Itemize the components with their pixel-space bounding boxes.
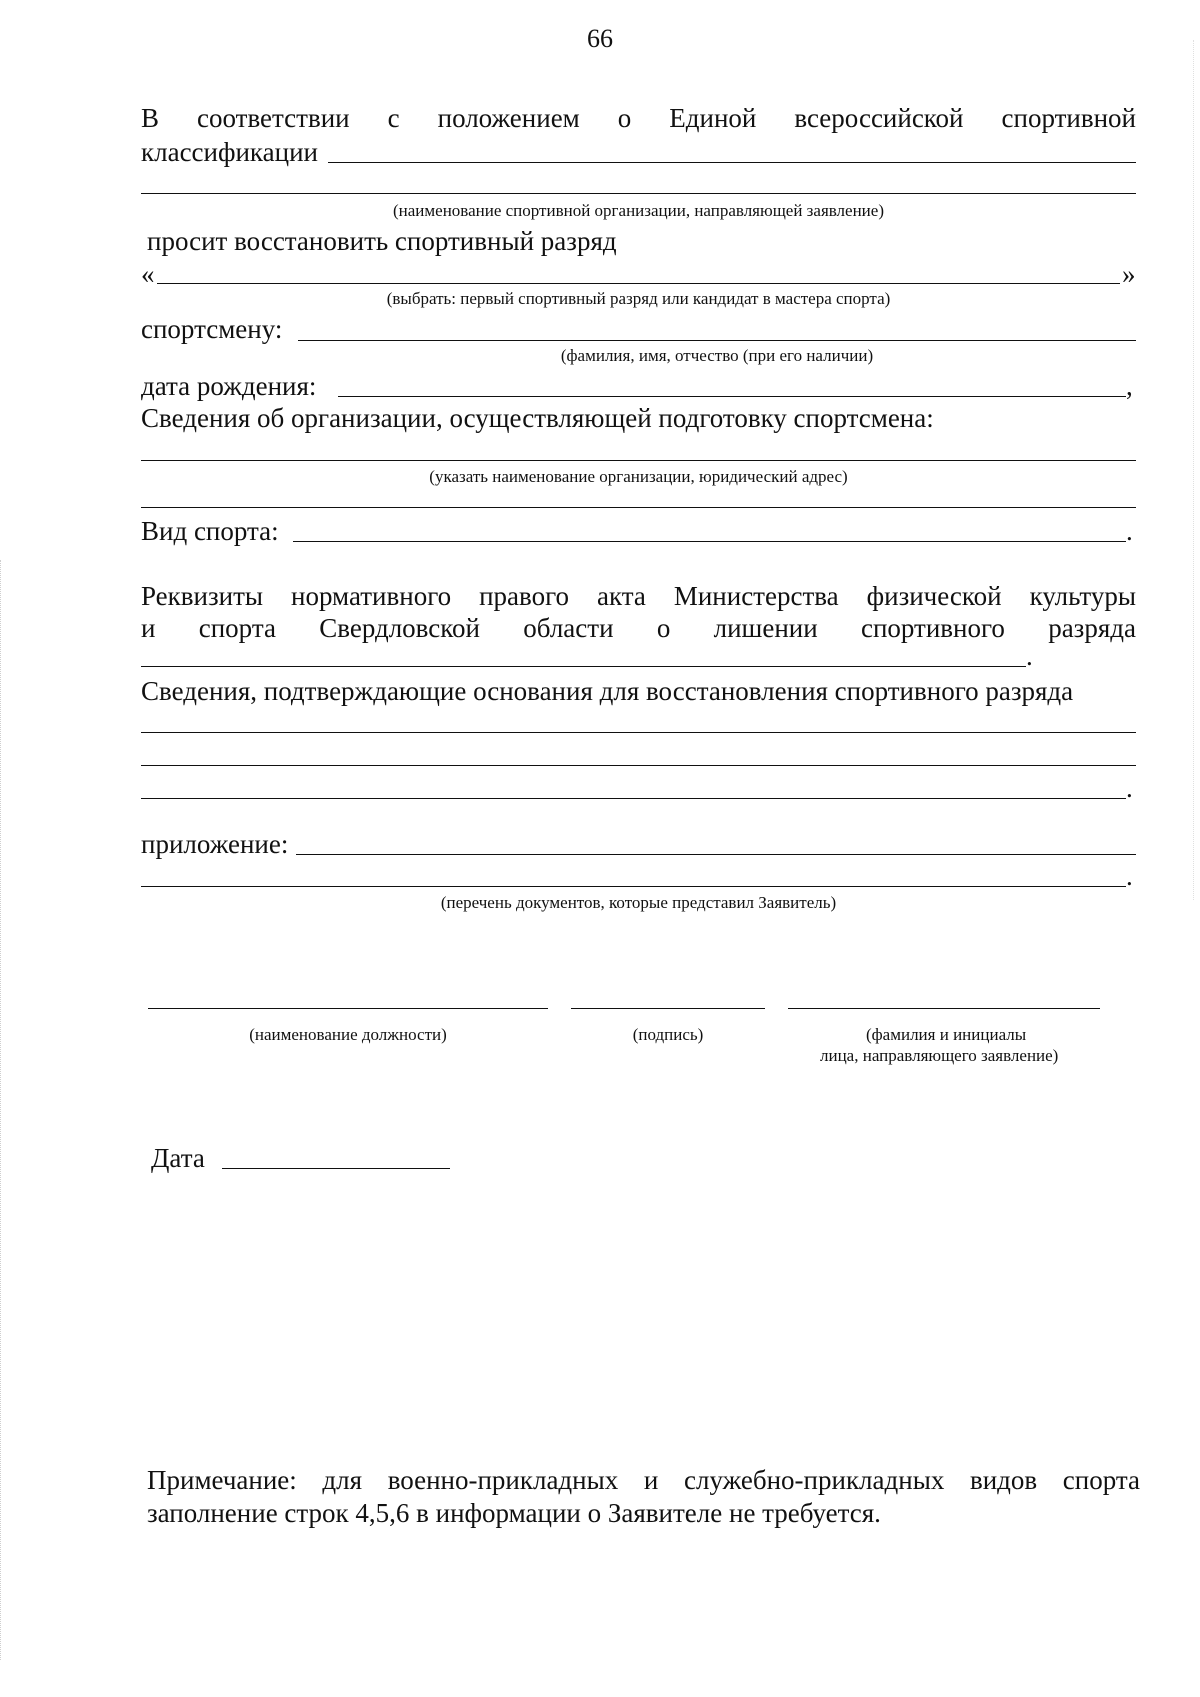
- attachment-line-1[interactable]: [296, 854, 1136, 855]
- org-info-line-1[interactable]: [141, 460, 1136, 461]
- birth-date-label: дата рождения:: [141, 371, 317, 401]
- sport-period: .: [1126, 516, 1133, 546]
- signature-line[interactable]: [571, 1008, 765, 1009]
- org-info-heading: Сведения об организации, осуществляющей подготовку спортсмена:: [141, 403, 934, 433]
- sport-line[interactable]: [293, 541, 1126, 542]
- note-line-1: Примечание: для военно-прикладных и служебно-прикладных видов спорта: [147, 1465, 1140, 1495]
- caption-org-name: (наименование спортивной организации, направляющей заявление): [393, 201, 884, 220]
- org-info-line-2[interactable]: [141, 507, 1136, 508]
- caption-full-name: (фамилия, имя, отчество (при его наличии): [560, 346, 874, 365]
- sport-label: Вид спорта:: [141, 516, 279, 546]
- caption-signer-1: (фамилия и инициалы: [866, 1025, 1027, 1044]
- attachment-period: .: [1126, 861, 1133, 891]
- scan-edge-left: [0, 560, 5, 1660]
- request-text: просит восстановить спортивный разряд: [147, 226, 617, 256]
- intro-line-1: В соответствии с положением о Единой всероссийской спортивной: [141, 103, 1136, 133]
- signer-line[interactable]: [788, 1008, 1100, 1009]
- rank-line[interactable]: [157, 283, 1120, 284]
- quote-close: »: [1122, 259, 1136, 289]
- page-number: 66: [587, 24, 613, 53]
- caption-position: (наименование должности): [249, 1025, 447, 1044]
- org-name-line-2[interactable]: [141, 193, 1136, 194]
- act-period: .: [1026, 641, 1033, 671]
- act-line-1: Реквизиты нормативного правого акта Министерства физической культуры: [141, 581, 1136, 611]
- grounds-line-3[interactable]: [141, 798, 1126, 799]
- caption-documents: (перечень документов, которые представил Заявитель): [440, 893, 837, 912]
- grounds-period: .: [1126, 773, 1133, 803]
- athlete-label: спортсмену:: [141, 314, 283, 344]
- attachment-label: приложение:: [141, 829, 289, 859]
- quote-open: «: [141, 259, 155, 289]
- position-line[interactable]: [148, 1008, 548, 1009]
- attachment-line-2[interactable]: [141, 886, 1126, 887]
- caption-signer-2: лица, направляющего заявление): [820, 1046, 1059, 1065]
- note-line-2: заполнение строк 4,5,6 в информации о Заявителе не требуется.: [147, 1498, 881, 1528]
- grounds-line-2[interactable]: [141, 765, 1136, 766]
- caption-org-info: (указать наименование организации, юридический адрес): [429, 467, 848, 486]
- org-name-line-1[interactable]: [328, 162, 1136, 163]
- act-line-2: и спорта Свердловской области о лишении спортивного разряда: [141, 613, 1136, 643]
- scan-edge-right: [1191, 40, 1194, 900]
- athlete-line[interactable]: [298, 340, 1136, 341]
- caption-signature: (подпись): [632, 1025, 704, 1044]
- date-line[interactable]: [222, 1168, 450, 1169]
- birth-date-comma: ,: [1126, 371, 1133, 401]
- intro-line-2: классификации: [141, 137, 318, 167]
- caption-rank-choice: (выбрать: первый спортивный разряд или кандидат в мастера спорта): [386, 289, 891, 308]
- grounds-heading: Сведения, подтверждающие основания для восстановления спортивного разряда: [141, 676, 1074, 706]
- grounds-line-1[interactable]: [141, 732, 1136, 733]
- date-label: Дата: [151, 1143, 205, 1173]
- birth-date-line[interactable]: [338, 396, 1126, 397]
- act-line[interactable]: [141, 666, 1026, 667]
